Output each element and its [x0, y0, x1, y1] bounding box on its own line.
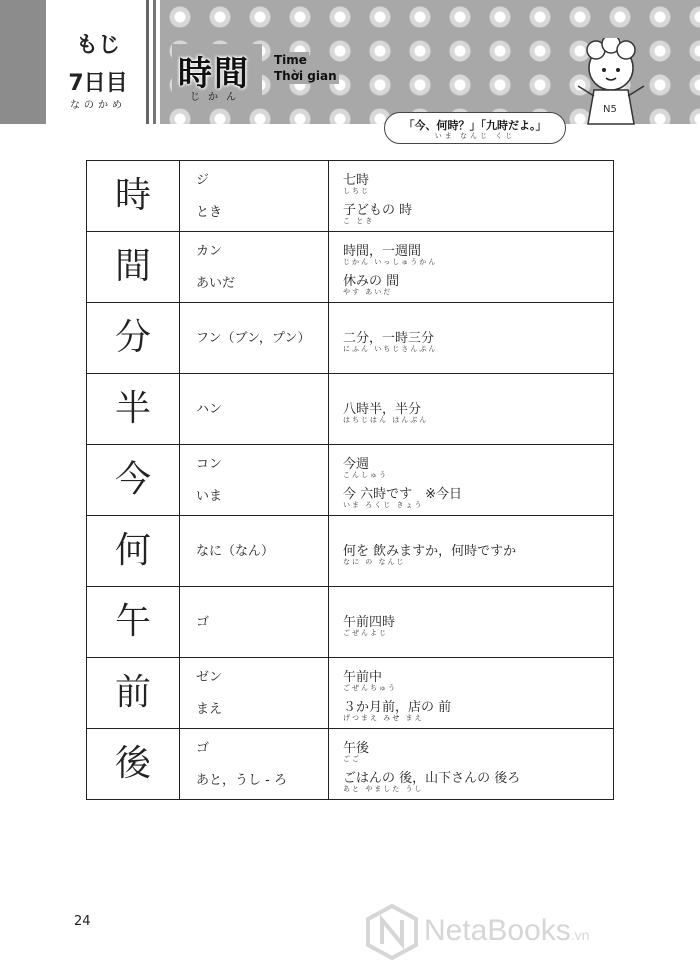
example-1: 午前中 — [343, 670, 383, 685]
example-1-ruby: にふん いちじさんぷん — [343, 345, 438, 353]
on-reading: ジ — [196, 173, 210, 188]
mascot-icon — [566, 38, 656, 128]
example-1: 何を 飲みますか，何時ですか — [343, 544, 517, 559]
example-2-ruby: あと やました うし — [343, 785, 424, 793]
table-row — [87, 658, 614, 729]
table-row — [87, 445, 614, 516]
example-1-ruby: ごぜんよじ — [343, 629, 388, 637]
example-cell — [329, 516, 614, 587]
example-cell — [329, 374, 614, 445]
example-1-ruby: こんしゅう — [343, 471, 388, 479]
on-reading: なに（なん） — [196, 544, 275, 559]
table-row — [87, 729, 614, 800]
reading-cell — [180, 516, 329, 587]
watermark-logo-icon — [366, 904, 418, 960]
reading-cell — [180, 232, 329, 303]
speech-bubble-ruby: いま なんじ くじ — [434, 132, 516, 140]
example-1: 午後 — [343, 741, 370, 756]
example-cell — [329, 587, 614, 658]
day-ruby: なのかめ — [70, 100, 126, 111]
kun-reading: まえ — [196, 702, 223, 717]
example-2-ruby: やす あいだ — [343, 288, 393, 296]
table-row — [87, 516, 614, 587]
table-row — [87, 161, 614, 232]
kanji-character: 何 — [114, 530, 151, 571]
kanji-cell — [87, 658, 180, 729]
table-row — [87, 587, 614, 658]
kanji-cell — [87, 516, 180, 587]
on-reading: ゴ — [196, 741, 210, 756]
page-header — [0, 0, 700, 140]
example-1: 八時半，半分 — [343, 402, 422, 417]
on-reading: コン — [196, 457, 223, 472]
example-2: ごはんの 後，山下さんの 後ろ — [343, 771, 521, 786]
example-cell — [329, 658, 614, 729]
kun-reading: とき — [196, 205, 223, 220]
example-1: 午前四時 — [343, 615, 396, 630]
example-1: 時間，一週間 — [343, 244, 422, 259]
kanji-table — [86, 160, 614, 800]
on-reading: ハン — [196, 402, 223, 417]
speech-bubble — [384, 112, 566, 144]
kanji-cell — [87, 232, 180, 303]
kun-reading: あと，うし - ろ — [196, 773, 287, 788]
example-1: 七時 — [343, 173, 370, 188]
example-cell — [329, 729, 614, 800]
english-title: Time — [274, 53, 307, 67]
kun-reading: あいだ — [196, 276, 236, 291]
kanji-character: 分 — [114, 317, 151, 358]
example-2: 今 六時です ※今日 — [343, 487, 463, 502]
example-cell — [329, 232, 614, 303]
speech-bubble-text: 「今、何時？」「九時だよ。」 — [403, 119, 547, 132]
kanji-character: 間 — [114, 246, 151, 287]
example-2-ruby: げつまえ みせ まえ — [343, 714, 424, 722]
example-2: 子どもの 時 — [343, 203, 413, 218]
on-reading: カン — [196, 244, 223, 259]
example-2: ３か月前，店の 前 — [343, 700, 452, 715]
table-row — [87, 374, 614, 445]
reading-cell — [180, 374, 329, 445]
kanji-cell — [87, 587, 180, 658]
example-2: 休みの 間 — [343, 274, 400, 289]
example-2-ruby: いま ろくじ きょう — [343, 501, 424, 509]
watermark-text: NetaBooks.vn — [424, 914, 590, 947]
kanji-cell — [87, 729, 180, 800]
example-1-ruby: ごぜんちゅう — [343, 684, 397, 692]
reading-cell — [180, 658, 329, 729]
example-cell — [329, 161, 614, 232]
kun-reading: いま — [196, 489, 223, 504]
example-1-ruby: じかん いっしゅうかん — [343, 258, 438, 266]
reading-cell — [180, 729, 329, 800]
header-left-band — [0, 0, 46, 124]
kanji-cell — [87, 161, 180, 232]
kanji-cell — [87, 445, 180, 516]
kanji-character: 半 — [114, 388, 151, 429]
example-2-ruby: こ とき — [343, 217, 375, 225]
kanji-character: 後 — [114, 743, 151, 784]
example-1: 二分，一時三分 — [343, 331, 435, 346]
reading-cell — [180, 445, 329, 516]
kanji-character: 時 — [114, 175, 151, 216]
kanji-cell — [87, 374, 180, 445]
example-1-ruby: はちじはん はんぶん — [343, 416, 429, 424]
on-reading: ゴ — [196, 615, 210, 630]
header-divider-2 — [149, 0, 156, 124]
example-cell — [329, 303, 614, 374]
reading-cell — [180, 303, 329, 374]
vietnamese-title: Thời gian — [274, 69, 337, 83]
example-1-ruby: ごご — [343, 755, 361, 763]
example-cell — [329, 445, 614, 516]
reading-cell — [180, 587, 329, 658]
lesson-title: 時間 — [178, 54, 250, 94]
page-number: 24 — [74, 914, 91, 929]
on-reading: フン（ブン，プン） — [196, 331, 311, 346]
reading-cell — [180, 161, 329, 232]
svg-text:N5: N5 — [603, 104, 617, 115]
example-1: 今週 — [343, 457, 370, 472]
on-reading: ゼン — [196, 670, 223, 685]
category-label: もじ — [75, 33, 120, 58]
day-label: 7日目 — [68, 71, 128, 96]
lesson-title-ruby: じかん — [190, 92, 244, 103]
watermark — [366, 904, 696, 964]
example-1-ruby: なに の なんじ — [343, 558, 406, 566]
table-row — [87, 303, 614, 374]
kanji-character: 前 — [114, 672, 151, 713]
table-row — [87, 232, 614, 303]
kanji-character: 今 — [114, 459, 151, 500]
example-1-ruby: しちじ — [343, 187, 370, 195]
kanji-cell — [87, 303, 180, 374]
kanji-character: 午 — [114, 601, 151, 642]
